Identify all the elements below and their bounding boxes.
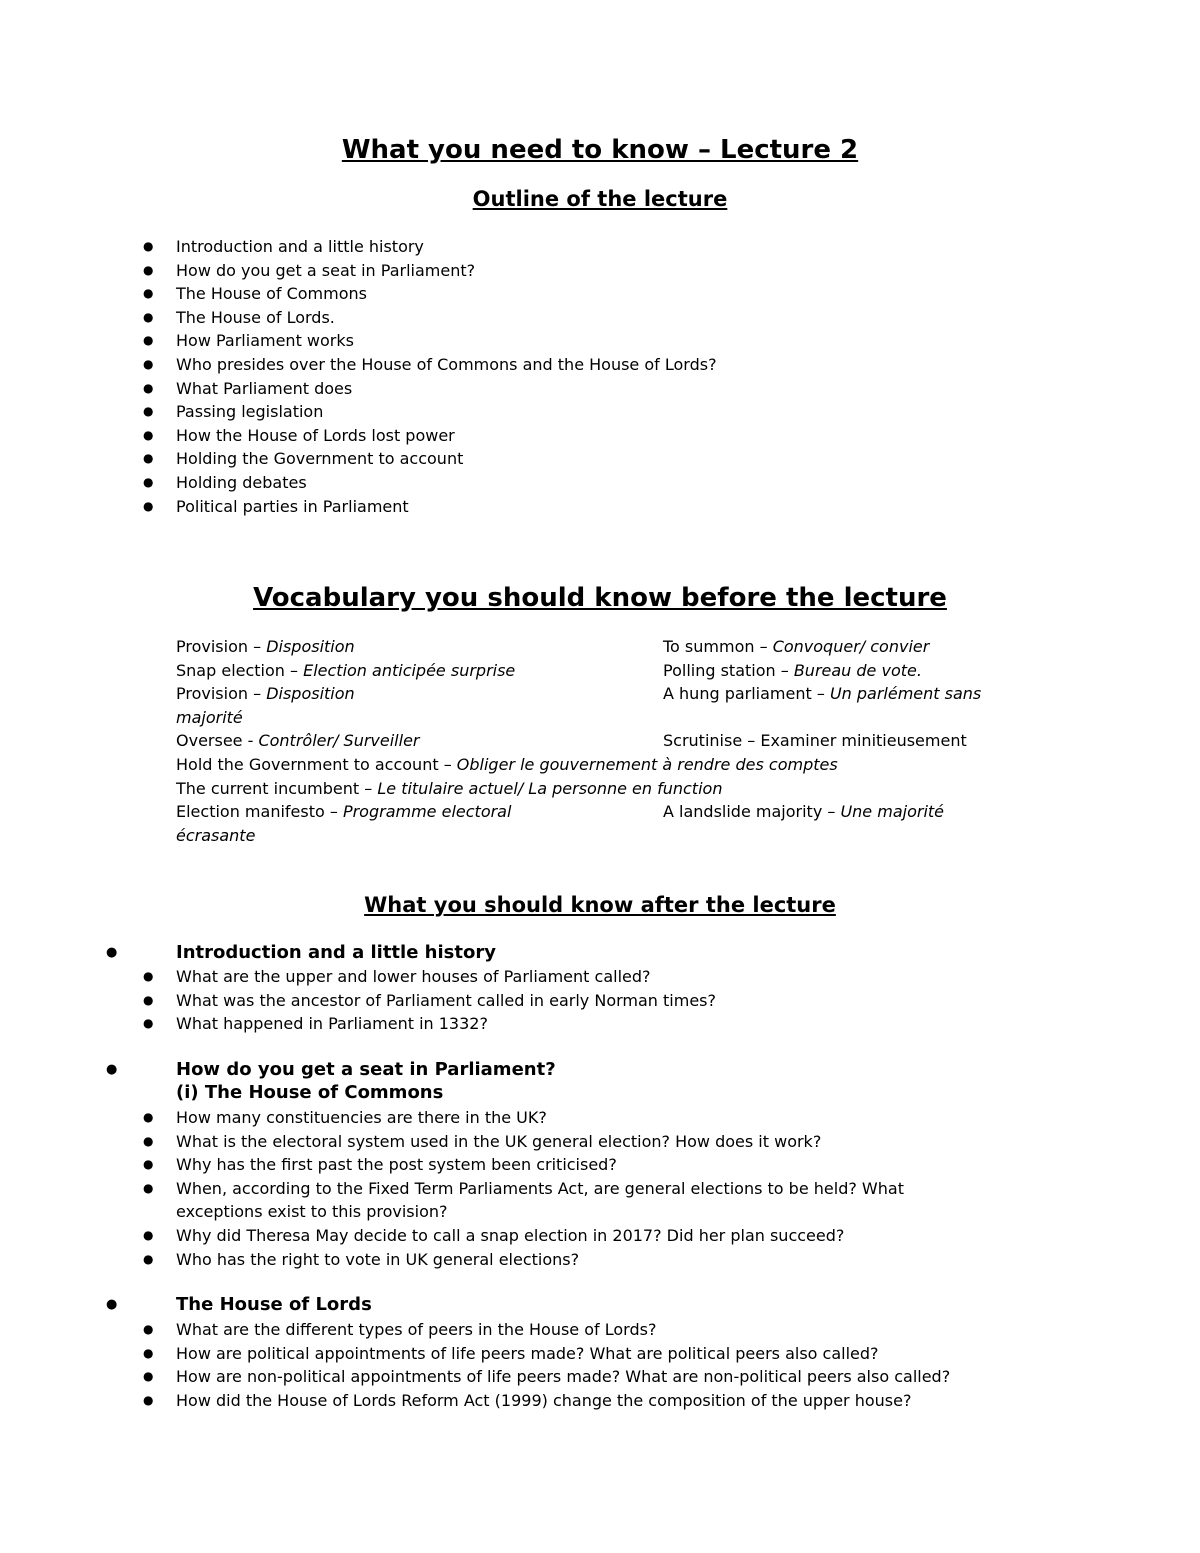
after-lecture-heading: What you should know after the lecture	[364, 893, 836, 917]
question-list	[0, 1106, 1200, 1271]
vocab-row: Election manifesto – Programme electoral A landslide majority – Une majorité	[176, 802, 944, 822]
vocab-row: Snap election – Election anticipée surprise Polling station – Bureau de vote.	[176, 660, 922, 680]
bullet-icon: ●	[143, 1345, 154, 1360]
bullet-icon: ●	[143, 356, 154, 371]
question-list	[0, 1318, 1200, 1412]
vocab-row: The current incumbent – Le titulaire actuel/ La personne en function	[176, 778, 723, 798]
bullet-icon: ●	[143, 1392, 154, 1407]
bullet-icon: ●	[143, 380, 154, 395]
bullet-icon: ●	[143, 1227, 154, 1242]
bullet-icon: ●	[143, 427, 154, 442]
page-title: What you need to know – Lecture 2	[341, 135, 859, 165]
bullet-icon: ●	[143, 1322, 154, 1336]
list-item: ● What is the electoral system used in the UK general election? How does it work?	[0, 1130, 1200, 1154]
bullet-icon: ●	[143, 969, 154, 983]
bullet-icon: ●	[143, 239, 154, 253]
bullet-icon: ●	[143, 1180, 154, 1195]
list-item: ● Political parties in Parliament	[0, 495, 1200, 519]
question-list	[0, 965, 1200, 1036]
list-item: ● Who presides over the House of Commons and the House of Lords?	[0, 353, 1200, 377]
vocab-row: Provision – Disposition To summon – Convoquer/ convier	[176, 637, 930, 656]
section-heading: ● The House of Lords	[106, 1294, 372, 1315]
list-item: ● Why has the first past the post system been criticised?	[0, 1153, 1200, 1177]
bullet-icon: ●	[143, 1251, 154, 1266]
bullet-icon: ●	[143, 1157, 154, 1172]
list-item: ● Holding debates	[0, 471, 1200, 495]
list-item: ● What Parliament does	[0, 377, 1200, 401]
list-item: ● Who has the right to vote in UK general elections?	[0, 1248, 1200, 1272]
vocab-row: majorité	[176, 707, 243, 727]
vocab-row: Oversee - Contrôler/ Surveiller Scrutinise – Examiner minitieusement	[176, 731, 967, 751]
bullet-icon: ●	[143, 333, 154, 348]
list-item: ● The House of Lords.	[0, 306, 1200, 330]
section-heading: ● Introduction and a little history	[106, 942, 496, 963]
list-item: ● How do you get a seat in Parliament?	[0, 259, 1200, 283]
list-item: ● What are the upper and lower houses of Parliament called?	[0, 965, 1200, 989]
bullet-icon: ●	[143, 451, 154, 466]
list-item: ● What was the ancestor of Parliament called in early Norman times?	[0, 989, 1200, 1013]
list-item: ● How the House of Lords lost power	[0, 424, 1200, 448]
vocab-row: Hold the Government to account – Obliger le gouvernement à rendre des comptes	[176, 754, 838, 774]
list-item: ● Passing legislation	[0, 400, 1200, 424]
vocab-row: écrasante	[176, 825, 256, 845]
bullet-icon: ●	[143, 498, 154, 513]
list-item: ● Introduction and a little history	[0, 235, 1200, 259]
list-item: ● Holding the Government to account	[0, 447, 1200, 471]
bullet-icon: ●	[143, 992, 154, 1007]
bullet-icon: ●	[143, 1369, 154, 1384]
list-item-continuation: exceptions exist to this provision?	[176, 1202, 448, 1222]
vocab-row: Provision – Disposition A hung parliament – Un parlément sans	[176, 684, 982, 704]
section-heading: ● How do you get a seat in Parliament? (i) The House of Commons	[106, 1059, 556, 1104]
bullet-icon: ●	[143, 474, 154, 489]
list-item: ● How Parliament works	[0, 329, 1200, 353]
list-item: ● What happened in Parliament in 1332?	[0, 1012, 1200, 1036]
list-item: ● Why did Theresa May decide to call a snap election in 2017? Did her plan succeed?	[0, 1224, 1200, 1248]
list-item: ● What are the different types of peers in the House of Lords?	[0, 1318, 1200, 1342]
bullet-icon: ●	[143, 309, 154, 324]
bullet-icon: ●	[106, 945, 118, 960]
bullet-icon: ●	[143, 404, 154, 419]
list-item: ● How did the House of Lords Reform Act (1999) change the composition of the upper house?	[0, 1389, 1200, 1413]
list-item: ● The House of Commons	[0, 282, 1200, 306]
list-item: ● How are political appointments of life peers made? What are political peers also called?	[0, 1342, 1200, 1366]
bullet-icon: ●	[106, 1297, 118, 1312]
bullet-icon: ●	[143, 1016, 154, 1031]
bullet-icon: ●	[143, 262, 154, 277]
outline-list	[0, 235, 1200, 518]
bullet-icon: ●	[143, 1110, 154, 1124]
list-item: ● How many constituencies are there in the UK?	[0, 1106, 1200, 1130]
list-item: ● How are non-political appointments of life peers made? What are non-political peers also called?	[0, 1365, 1200, 1389]
bullet-icon: ●	[106, 1062, 118, 1077]
bullet-icon: ●	[143, 286, 154, 301]
bullet-icon: ●	[143, 1133, 154, 1148]
vocabulary-heading: Vocabulary you should know before the lecture	[253, 583, 947, 613]
list-item: ● When, according to the Fixed Term Parliaments Act, are general elections to be held? What	[0, 1177, 1200, 1201]
vocabulary-list	[0, 635, 1200, 847]
outline-heading: Outline of the lecture	[472, 187, 728, 211]
